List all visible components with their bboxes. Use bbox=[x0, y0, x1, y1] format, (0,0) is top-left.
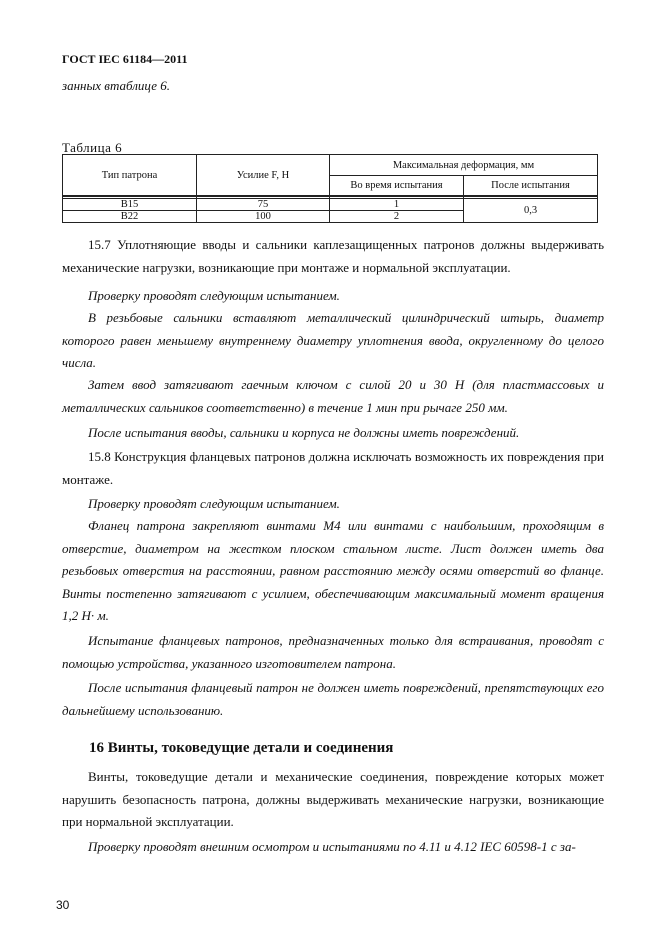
paragraph-flange-fixing: Фланец патрона закрепляют винтами М4 или винтами с наибольшим, проходящим в отверстие, диаметром на жестком плоском стальном листе. Лист должен иметь два резьбовых отверстия на расстоянии, равном расстоянию между осями отверстий во фланце. Винты постепенно затягивают с усилием, обеспечивающим максимальный момент вращения 1,2 Н· м. bbox=[62, 518, 604, 624]
paragraph-15-7: 15.7 Уплотняющие вводы и сальники каплезащищенных патронов должны выдерживать механические нагрузки, возникающие при монтаже и нормальной эксплуатации. bbox=[62, 237, 604, 275]
paragraph-no-damage: После испытания вводы, сальники и корпуса не должны иметь повреждений. bbox=[88, 425, 520, 440]
paragraph-pin-insertion: В резьбовые сальники вставляют металлический цилиндрический штырь, диаметр которого равен меньшему внутреннему диаметру уплотнения ввода, округленному до целого числа. bbox=[62, 310, 604, 371]
header-during-test: Во время испытания bbox=[330, 176, 464, 197]
cell-after: 0,3 bbox=[464, 199, 598, 223]
cell-force: 75 bbox=[197, 199, 330, 211]
paragraph-flange-test: Испытание фланцевых патронов, предназначенных только для встраивания, проводят с помощью устройства, указанного изготовителем патрона. bbox=[62, 633, 604, 671]
header-lamp-type: Тип патрона bbox=[63, 155, 197, 197]
cell-type: B22 bbox=[63, 211, 197, 223]
header-after-test: После испытания bbox=[464, 176, 598, 197]
continuation-text: занных втаблице 6. bbox=[62, 78, 170, 93]
paragraph-test-method: Проверку проводят следующим испытанием. bbox=[88, 288, 340, 303]
paragraph-flange-result: После испытания фланцевый патрон не должен иметь повреждений, препятствующих его дальнейшему использованию. bbox=[62, 680, 604, 718]
table-6 bbox=[62, 154, 598, 223]
cell-force: 100 bbox=[197, 211, 330, 223]
page-number: 30 bbox=[56, 898, 70, 912]
cell-during: 2 bbox=[330, 211, 464, 223]
table-caption: Таблица 6 bbox=[62, 140, 123, 155]
document-header: ГОСТ IEC 61184—2011 bbox=[62, 52, 188, 66]
paragraph-tightening: Затем ввод затягивают гаечным ключом с силой 20 и 30 Н (для пластмассовых и металлических сальников соответственно) в течение 1 мин при рычаге 250 мм. bbox=[62, 377, 604, 415]
paragraph-section-16: Винты, токоведущие детали и механические соединения, повреждение которых может нарушить безопасность патрона, должны выдерживать механические нагрузки, возникающие при нормальной эксплуатации. bbox=[62, 769, 604, 830]
paragraph-test-method-2: Проверку проводят следующим испытанием. bbox=[88, 496, 340, 511]
cell-type: B15 bbox=[63, 199, 197, 211]
table-row bbox=[63, 199, 598, 211]
header-max-deformation: Максимальная деформация, мм bbox=[330, 155, 598, 176]
section-16-heading: 16 Винты, токоведущие детали и соединения bbox=[89, 740, 394, 756]
paragraph-section-16-check: Проверку проводят внешним осмотром и испытаниями по 4.11 и 4.12 IEC 60598-1 с за- bbox=[88, 839, 576, 854]
cell-during: 1 bbox=[330, 199, 464, 211]
header-force: Усилие F, Н bbox=[197, 155, 330, 197]
paragraph-15-8: 15.8 Конструкция фланцевых патронов должна исключать возможность их повреждения при монтаже. bbox=[62, 449, 604, 487]
